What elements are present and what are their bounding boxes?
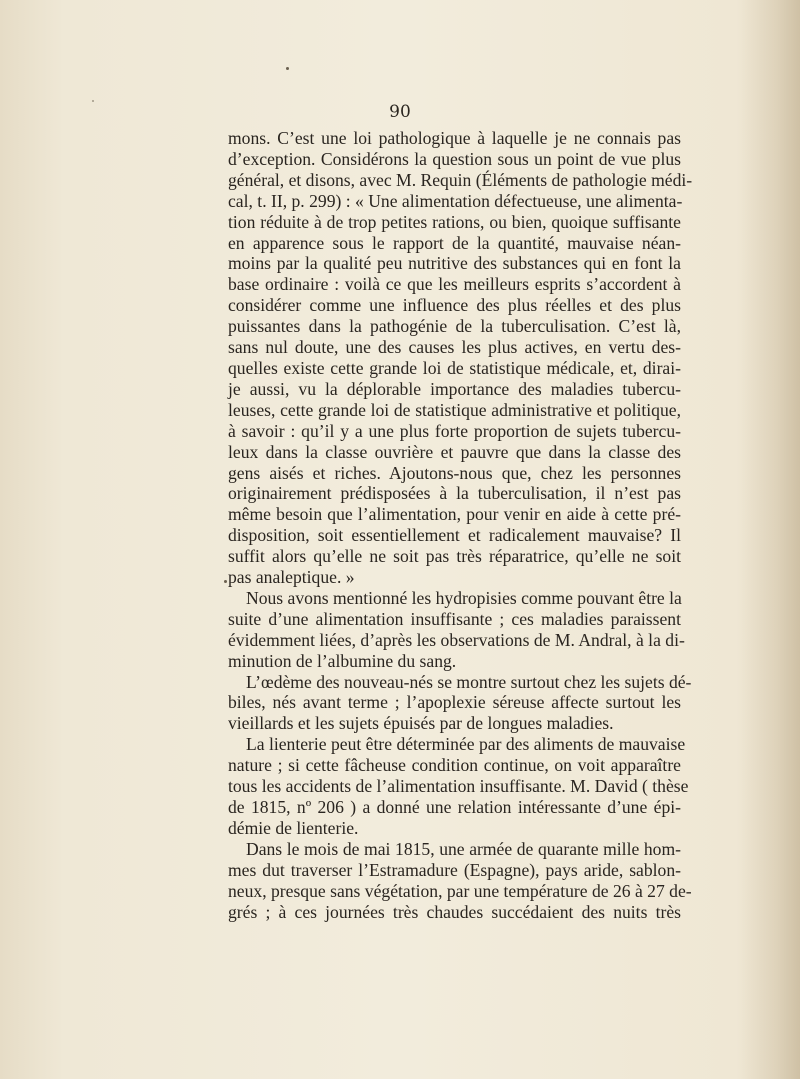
- text-line: suite d’une alimentation insuffisante ; ces maladies paraissent: [228, 608, 681, 629]
- text-line: je aussi, vu la déplorable importance des maladies tubercu-: [228, 378, 681, 399]
- text-line: de 1815, nº 206 ) a donné une relation intéressante d’une épi-: [228, 797, 681, 817]
- page-edge-shadow: [740, 0, 800, 1079]
- text-line: originairement prédisposées à la tuberculisation, il n’est pas: [228, 483, 681, 504]
- text-line: général, et disons, avec M. Requin (Éléments de pathologie médi-: [228, 169, 693, 190]
- text-line: minution de l’albumine du sang.: [228, 650, 457, 671]
- text-line: disposition, soit essentiellement et radicalement mauvaise? Il: [228, 525, 681, 546]
- text-line: à savoir : qu’il y a une plus forte proportion de sujets tubercu-: [228, 420, 681, 441]
- text-line: grés ; à ces journées très chaudes succédaient des nuits très: [228, 901, 681, 922]
- text-line: leuses, cette grande loi de statistique administrative et politique,: [228, 399, 681, 420]
- text-line: gens aisés et riches. Ajoutons-nous que, chez les personnes: [228, 462, 681, 483]
- text-line: biles, nés avant terme ; l’apoplexie séreuse affecte surtout les: [228, 692, 681, 713]
- text-line: évidemment liées, d’après les observations de M. Andral, à la di-: [228, 629, 685, 650]
- text-line: tous les accidents de l’alimentation insuffisante. M. David ( thèse: [228, 776, 689, 797]
- text-line: considérer comme une influence des plus réelles et des plus: [228, 295, 681, 316]
- paper-speck: [286, 67, 289, 70]
- text-line: d’exception. Considérons la question sous un point de vue plus: [228, 148, 681, 169]
- text-line: démie de lienterie.: [228, 817, 359, 838]
- text-line: nature ; si cette fâcheuse condition continue, on voit apparaître: [228, 755, 681, 776]
- text-line: Dans le mois de mai 1815, une armée de quarante mille hom-: [246, 838, 681, 859]
- text-line: moins par la qualité peu nutritive des substances qui en font la: [228, 253, 681, 274]
- text-line: tion réduite à de trop petites rations, ou bien, quoique suffisante: [228, 211, 681, 232]
- text-line: leux dans la classe ouvrière et pauvre que dans la classe des: [228, 441, 681, 462]
- body-text: [228, 128, 693, 922]
- text-line: Nous avons mentionné les hydropisies comme pouvant être la: [246, 587, 682, 608]
- text-line: mes dut traverser l’Estramadure (Espagne), pays aride, sablon-: [228, 859, 681, 880]
- text-line: en apparence sous le rapport de la quantité, mauvaise néan-: [228, 232, 681, 253]
- text-line: base ordinaire : voilà ce que les meilleurs esprits s’accordent à: [228, 274, 681, 295]
- text-line: vieillards et les sujets épuisés par de longues maladies.: [228, 713, 614, 734]
- text-line: quelles existe cette grande loi de statistique médicale, et, dirai-: [228, 357, 681, 378]
- paper-speck: [224, 580, 227, 583]
- text-line: L’œdème des nouveau-nés se montre surtout chez les sujets dé-: [246, 671, 692, 692]
- page-number: 90: [389, 102, 411, 122]
- text-line: La lienterie peut être déterminée par des aliments de mauvaise: [246, 734, 686, 755]
- text-line: puissantes dans la pathogénie de la tuberculisation. C’est là,: [228, 316, 681, 337]
- text-line: mons. C’est une loi pathologique à laquelle je ne connais pas: [228, 128, 681, 148]
- text-line: même besoin que l’alimentation, pour venir en aide à cette pré-: [228, 504, 681, 525]
- text-line: neux, presque sans végétation, par une température de 26 à 27 de-: [228, 880, 692, 901]
- text-line: cal, t. II, p. 299) : « Une alimentation défectueuse, une alimenta-: [228, 190, 683, 211]
- text-line: suffit alors qu’elle ne soit pas très réparatrice, qu’elle ne soit: [228, 546, 681, 567]
- text-line: sans nul doute, une des causes les plus actives, en vertu des-: [228, 337, 681, 358]
- text-line: pas analeptique. »: [228, 567, 355, 588]
